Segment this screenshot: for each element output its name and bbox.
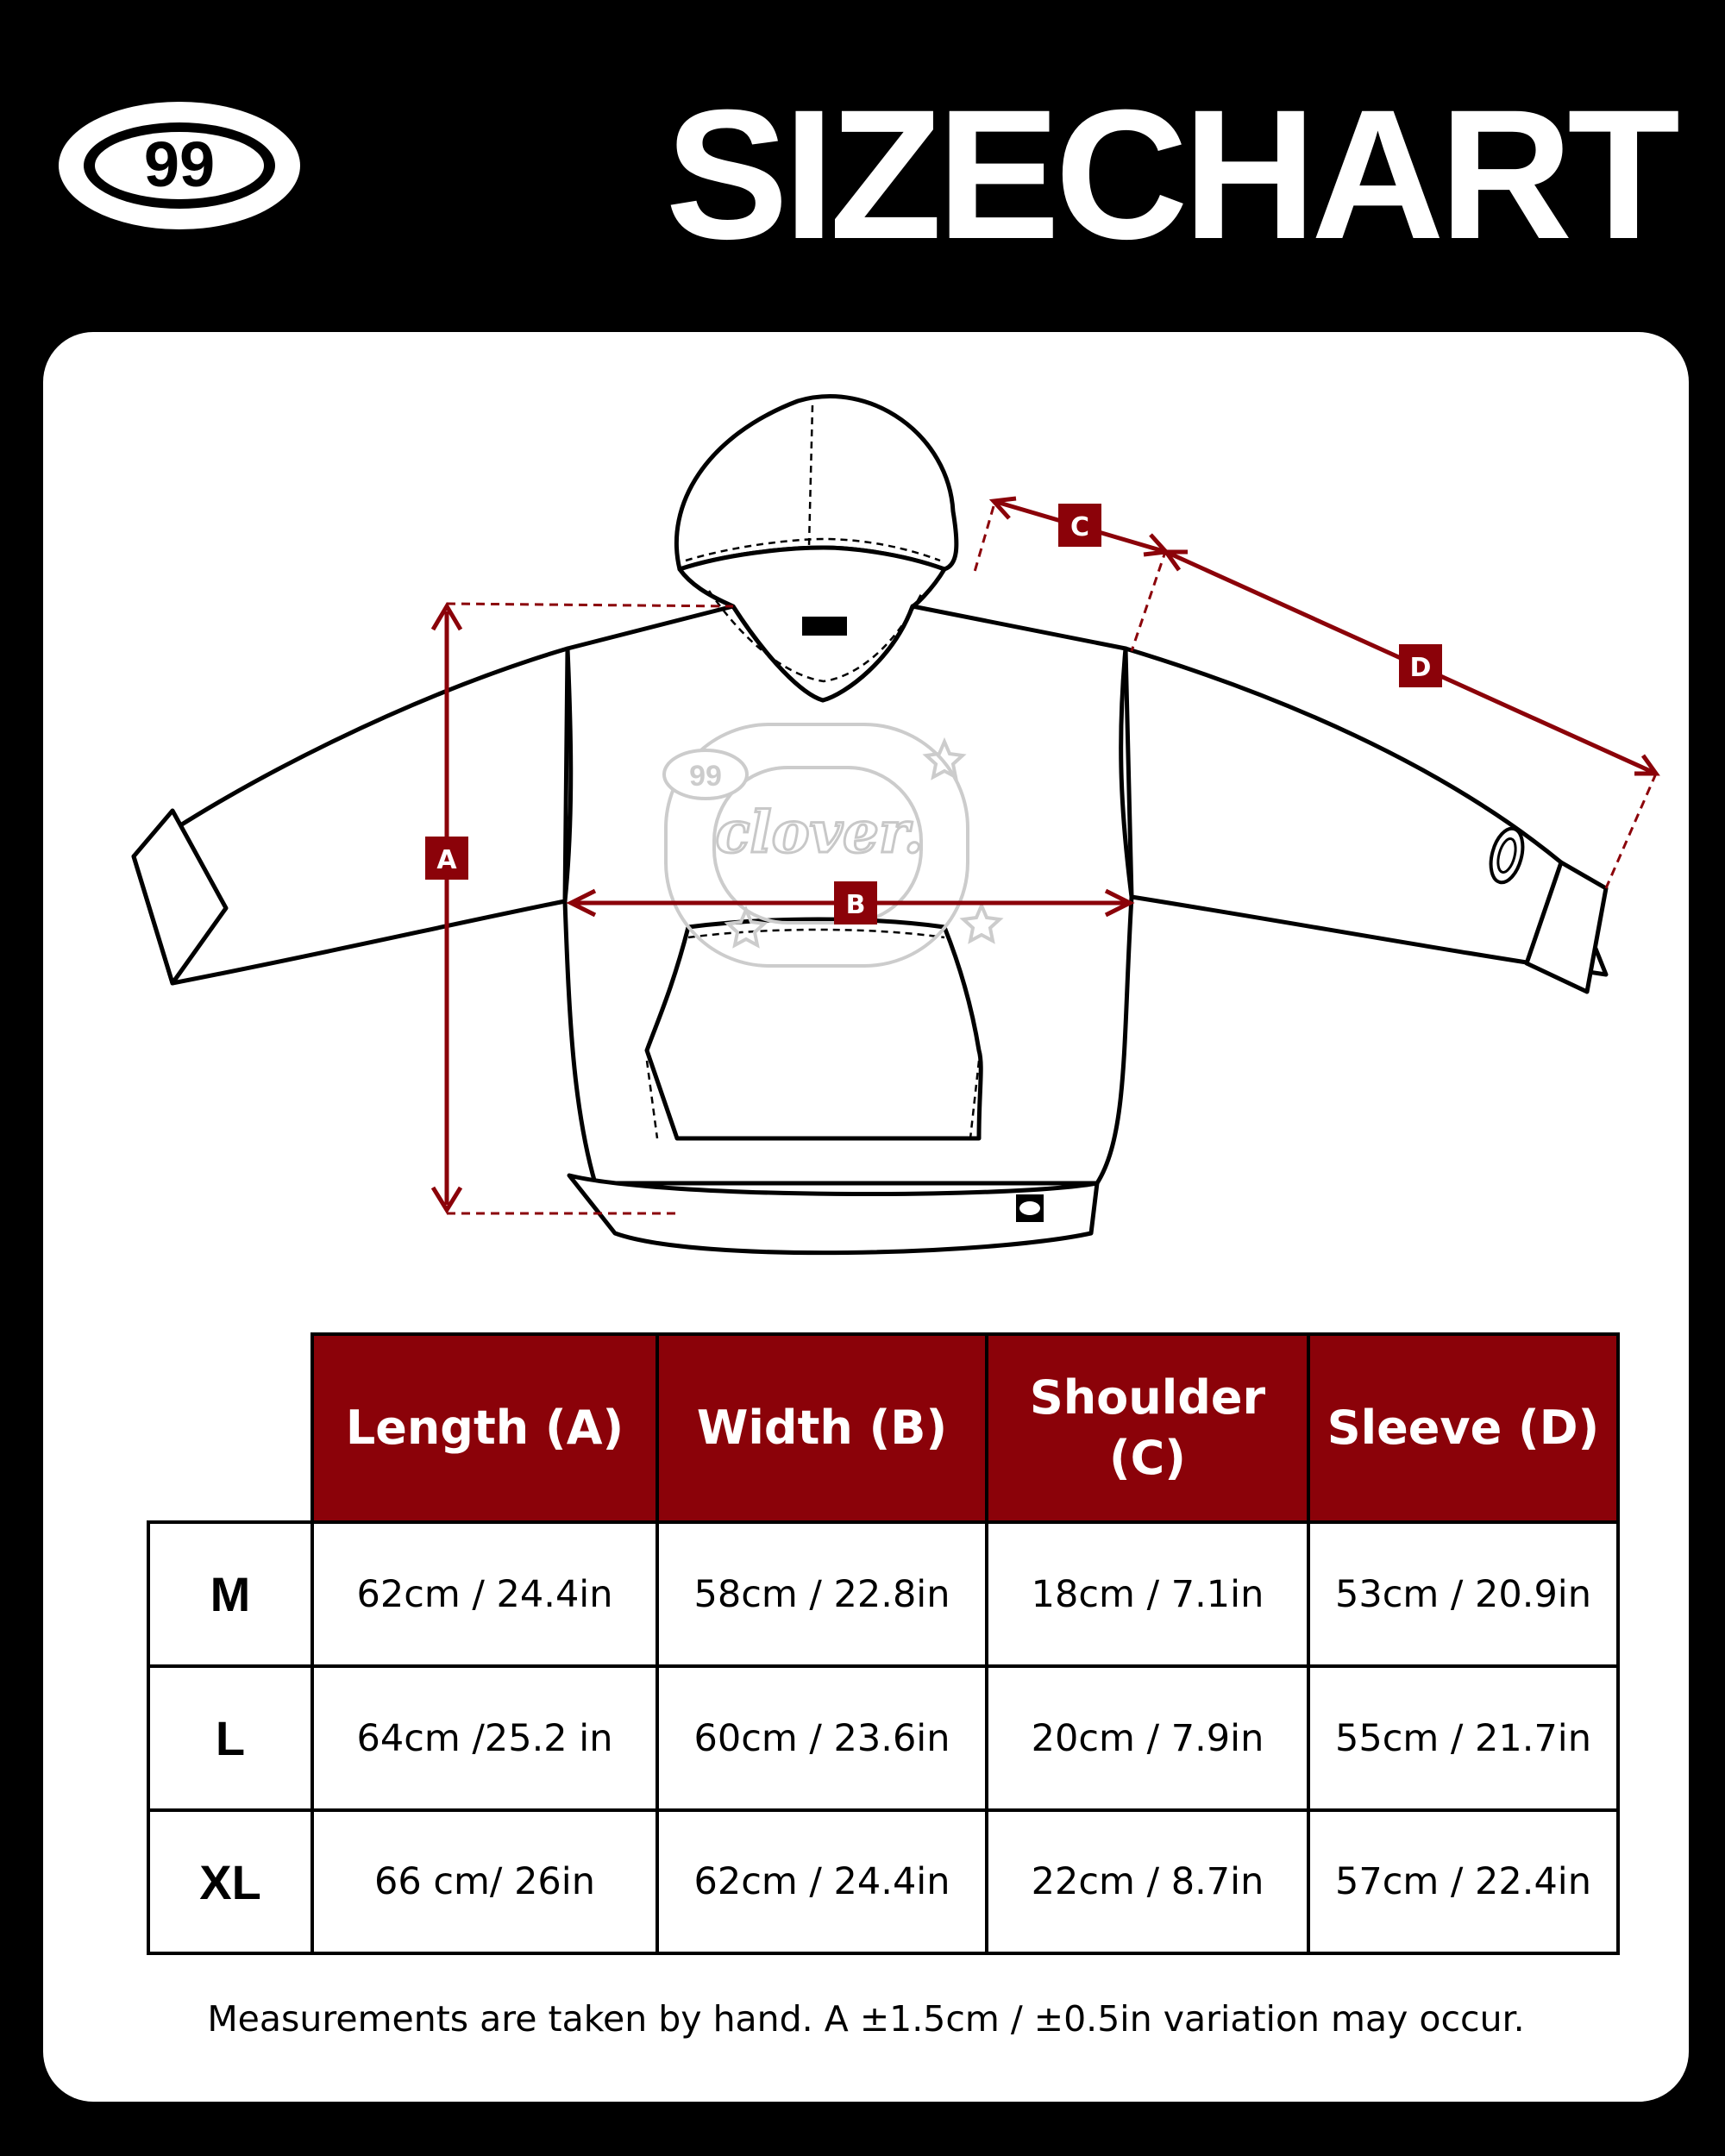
measurement-note: Measurements are taken by hand. A ±1.5cm / ±0.5in variation may occur.: [207, 1998, 1525, 2040]
l-shoulder: 20cm / 7.9in: [985, 1664, 1310, 1812]
col-header-width: Width (B): [656, 1332, 988, 1524]
xl-shoulder: 22cm / 8.7in: [985, 1808, 1310, 1955]
size-m-label: M: [147, 1520, 314, 1668]
xl-sleeve: 57cm / 22.4in: [1307, 1808, 1620, 1955]
l-width: 60cm / 23.6in: [656, 1664, 988, 1812]
neck-label: [802, 617, 847, 636]
label-b: B: [845, 890, 866, 920]
col-header-sleeve: Sleeve (D): [1307, 1332, 1620, 1524]
size-l-label: L: [147, 1664, 314, 1812]
xl-width: 62cm / 24.4in: [656, 1808, 988, 1955]
size-chart-card: [43, 332, 1689, 2102]
m-length: 62cm / 24.4in: [310, 1520, 659, 1668]
xl-length: 66 cm/ 26in: [310, 1808, 659, 1955]
l-length: 64cm /25.2 in: [310, 1664, 659, 1812]
label-a: A: [436, 845, 457, 875]
size-xl-label: XL: [147, 1808, 314, 1955]
label-d: D: [1409, 653, 1432, 683]
m-width: 58cm / 22.8in: [656, 1520, 988, 1668]
print-badge-text: 99: [689, 760, 722, 793]
hoodie-diagram: [43, 332, 1689, 1259]
logo-text: 99: [143, 128, 216, 200]
l-sleeve: 55cm / 21.7in: [1307, 1664, 1620, 1812]
col-header-shoulder: Shoulder (C): [985, 1332, 1310, 1524]
col-header-length: Length (A): [310, 1332, 659, 1524]
m-sleeve: 53cm / 20.9in: [1307, 1520, 1620, 1668]
print-brand-text: clover.: [715, 799, 924, 866]
m-shoulder: 18cm / 7.1in: [985, 1520, 1310, 1668]
label-c: C: [1070, 512, 1090, 542]
hem-tag-icon: [1016, 1194, 1044, 1222]
brand-logo: [50, 93, 309, 238]
page-title: SIZECHART: [665, 72, 1675, 278]
